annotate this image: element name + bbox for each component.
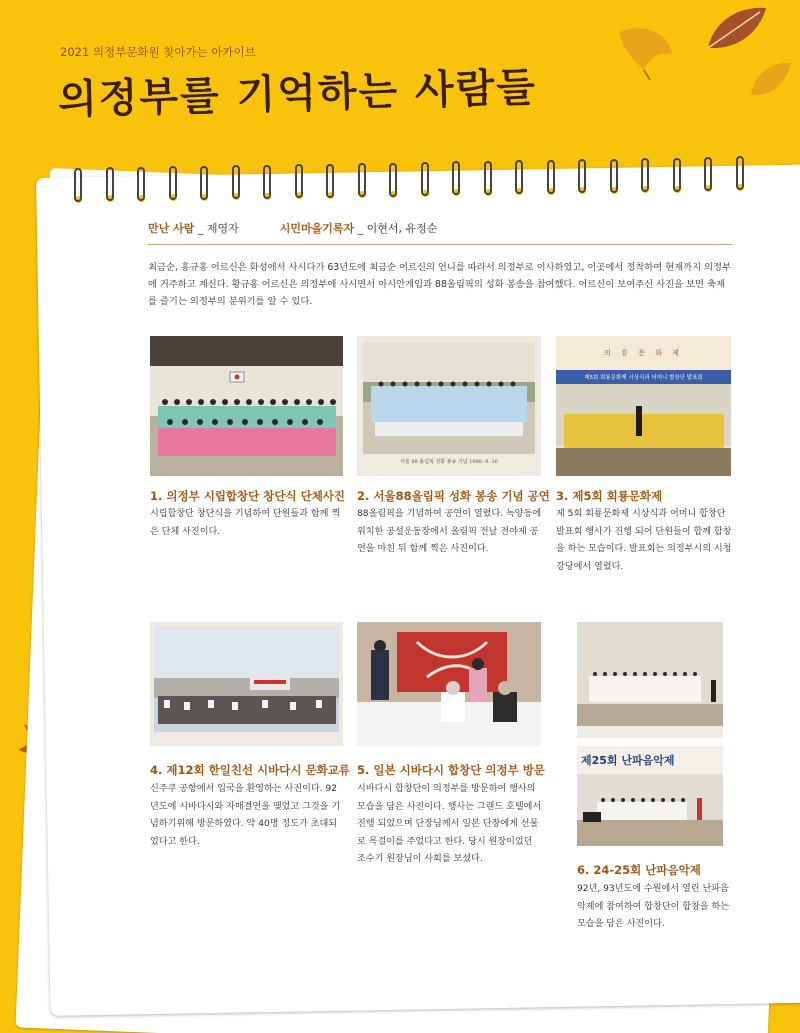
- spiral-ring: [452, 161, 460, 195]
- item-3-text: 제 5회 회룡문화제 시상식과 어머니 합창단 발표회 행사가 진행 되어 단원들이 합께 합창을 하는 모습이다. 발표회는 의정부시의 시청 강당에서 열렸다.: [556, 509, 732, 572]
- item-5-text: 시바다시 합창단이 의정부를 방문하여 행사의 모습을 담은 사진이다. 행사는 그랜드 호텔에서 진행 되었으며 단장님께서 일본 단장에게 선물로 목걸이를 주었다고 한다. 당시 원장이었던 조수기 원장님이 사회를 보셨다.: [357, 784, 542, 864]
- spiral-ring: [169, 166, 177, 200]
- spiral-ring: [326, 164, 334, 198]
- spiral-ring: [736, 156, 744, 190]
- spiral-ring: [421, 162, 429, 196]
- spiral-ring: [578, 159, 586, 193]
- photo-1-choir-founding: [150, 336, 343, 476]
- photo-3-banner: 제5회 회룡문화제 시상식과 어머니 합창단 발표회: [584, 375, 703, 381]
- item-2-text: 88올림픽을 기념하여 공연이 열렸다. 녹양동에 위치한 공설운동장에서 올림픽 전날 전야제 공연을 마친 뒤 함께 찍은 사진이다.: [357, 509, 542, 554]
- spiral-ring: [232, 165, 240, 199]
- spiral-ring: [263, 165, 271, 199]
- spiral-ring: [515, 160, 523, 194]
- page-title: 의정부를 기억하는 사람들: [57, 64, 538, 124]
- header-subtitle: [60, 44, 256, 60]
- photo-6a-nanpa-festival-24: [577, 622, 723, 738]
- photo-2-caption: 서울 88 올림픽 성화 봉송 기념 1988. 9. 16: [400, 459, 498, 465]
- interview-meta: [148, 220, 732, 245]
- item-5-title: 5. 일본 시바다시 합창단 의정부 방문: [357, 763, 545, 777]
- header-subtitle-year: 2021 의정부문화원: [60, 45, 160, 59]
- spiral-ring: [295, 164, 303, 198]
- article-content: [148, 220, 732, 310]
- photo-3-hoeryong-festival: [556, 336, 731, 476]
- photo-6b-nanpa-festival-25: [577, 746, 723, 846]
- item-6-text: 92년, 93년도에 수원에서 열린 난파음악제에 참여하여 합창단이 합창을 하는 모습을 담은 사진이다.: [577, 884, 730, 929]
- photo-6b-banner: 제25회 난파음악제: [581, 754, 675, 767]
- spiral-ring: [74, 168, 82, 202]
- person-value: _ 제영자: [194, 222, 239, 235]
- person-label: 만난 사람: [148, 222, 195, 235]
- spiral-ring: [547, 160, 555, 194]
- item-3-title: 3. 제5회 회룡문화제: [556, 489, 663, 503]
- spiral-ring: [704, 157, 712, 191]
- item-4-text: 신주쿠 공항에서 입국을 환영하는 사진이다. 92년도에 시바다시와 자매결연을 맺었고 그것을 기념하기위해 방문하였다. 약 40명 정도가 초대되었다고 한다.: [150, 784, 341, 847]
- spiral-ring: [137, 167, 145, 201]
- item-2-title: 2. 서울88올림픽 성화 봉송 기념 공연: [357, 489, 550, 503]
- photo-3-sign: 의 룡 문 화 제: [604, 349, 683, 357]
- spiral-ring: [106, 167, 114, 201]
- item-1-text: 시립합창단 창단식을 기념하여 단원들과 함께 찍은 단체 사진이다.: [150, 509, 341, 537]
- intro-paragraph: 최금순, 홍규홍 어르신은 화성에서 사시다가 63년도에 최금순 어르신의 언니를 따라서 의정부로 이사하였고, 이곳에서 정착하여 현재까지 의정부에 거주하고 계신다. 황규홍 어르신은 의정부에 사시면서 아시안게임과 88올림픽의 성화 봉송을 참여했다. 어르신이 보여주신 사진을 보면 축제를 즐기는 의정부의 분위기를 알 수 있다.: [148, 262, 731, 307]
- spiral-ring: [610, 159, 618, 193]
- photo-2-olympic-torch: [357, 336, 541, 476]
- recorder-label: 시민마을기록자: [279, 222, 355, 235]
- maple-leaf-top-right-icon: [700, 0, 770, 60]
- photo-5-shibata-choir-visit: [357, 622, 541, 746]
- item-4-title: 4. 제12회 한일친선 시바다시 문화교류: [150, 763, 350, 777]
- photo-4-shibata-exchange: [150, 622, 343, 746]
- item-1-title: 1. 의정부 시립합창단 창단식 단체사진: [150, 489, 346, 503]
- spiral-ring: [673, 158, 681, 192]
- recorder-value: _ 이현서, 유정순: [354, 222, 438, 235]
- ginkgo-leaf-top-right-icon: [610, 22, 680, 82]
- header-subtitle-rest: 찾아가는 아카이브: [163, 45, 256, 59]
- spiral-ring: [641, 158, 649, 192]
- spiral-ring: [484, 161, 492, 195]
- spiral-ring: [200, 166, 208, 200]
- item-6-title: 6. 24-25회 난파음악제: [577, 863, 701, 877]
- spiral-ring: [358, 163, 366, 197]
- spiral-ring: [389, 163, 397, 197]
- leaf-top-small-icon: [745, 55, 795, 105]
